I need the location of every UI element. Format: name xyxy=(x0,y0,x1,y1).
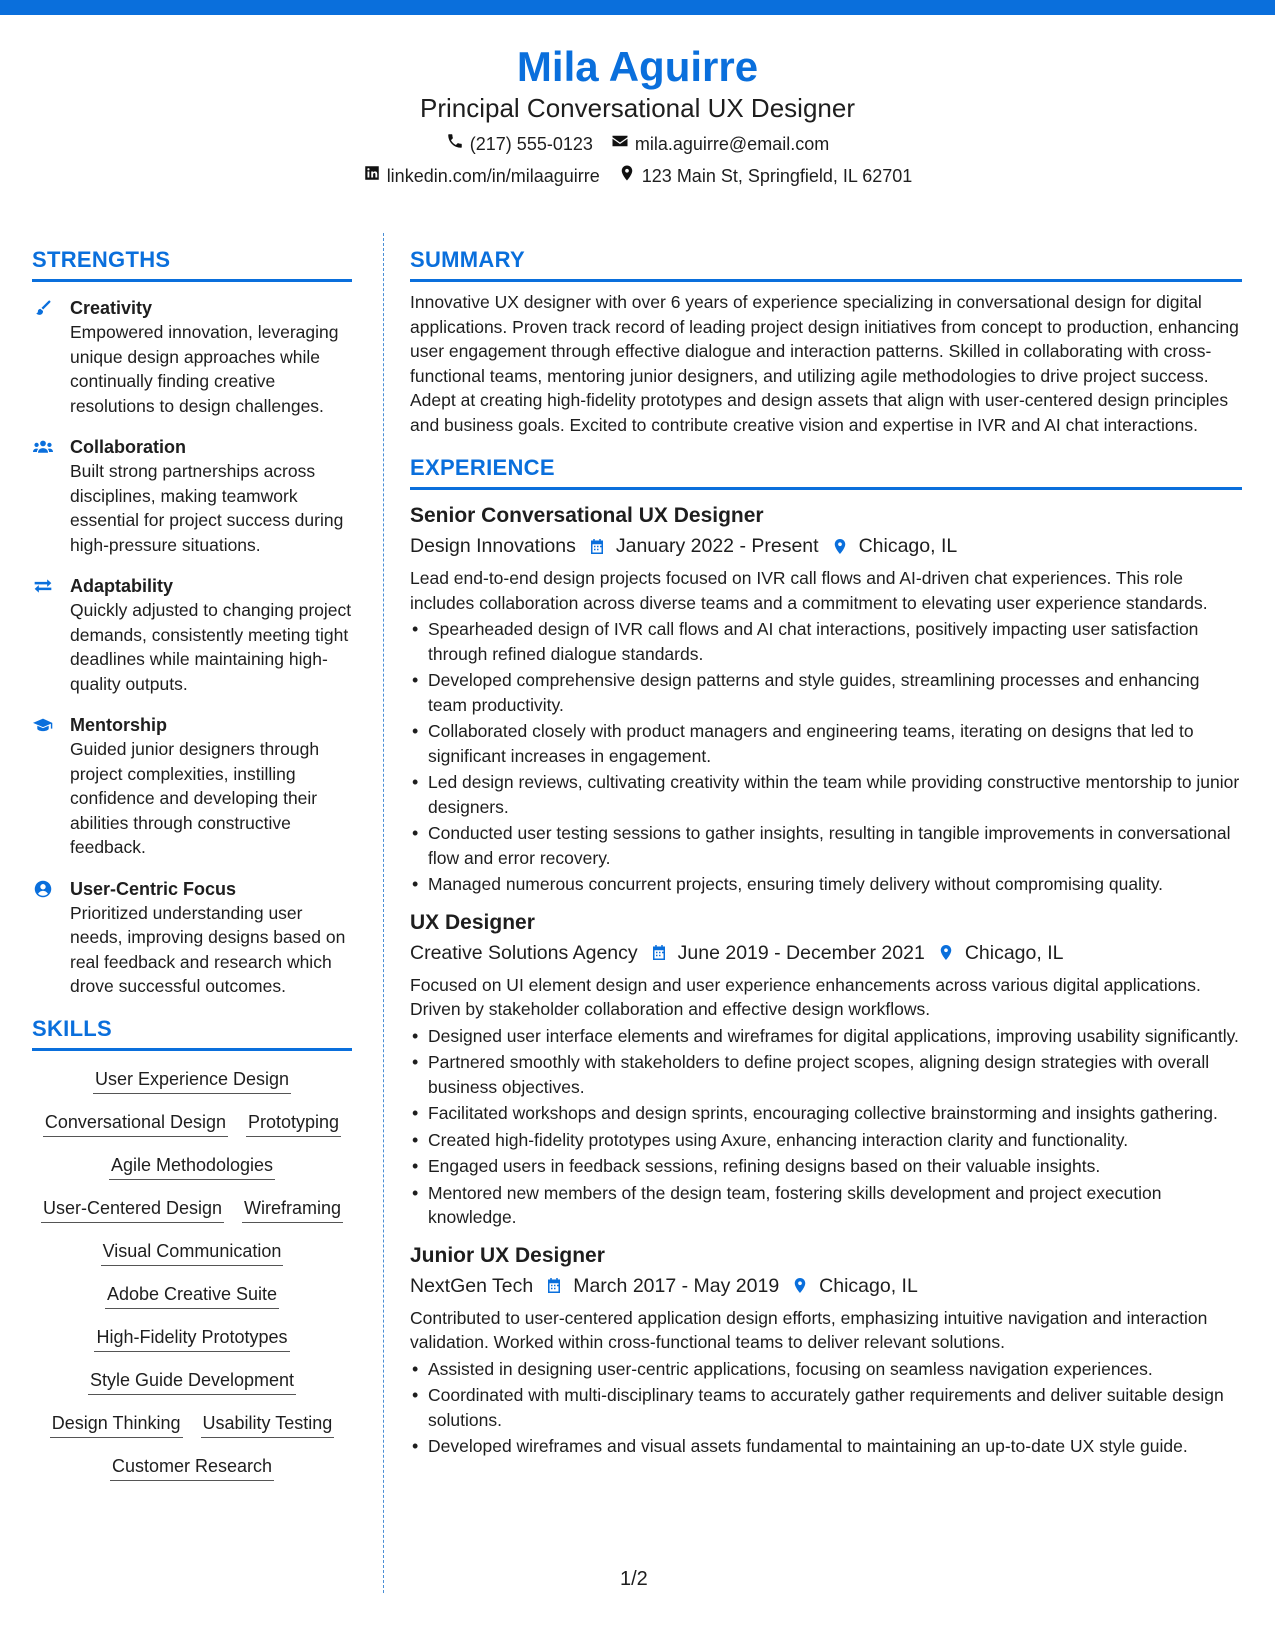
job-bullets xyxy=(410,617,1242,897)
bullet-item: • Conducted user testing sessions to gather insights, resulting in tangible improvements in conversational flow and error recovery. xyxy=(410,821,1242,870)
bullet-item: • Developed comprehensive design patterns and style guides, streamlining processes and enhancing team productivity. xyxy=(410,668,1242,717)
skill-row xyxy=(94,1325,289,1352)
job-company: Design Innovations xyxy=(410,535,576,557)
skill-tag: Visual Communication xyxy=(101,1239,284,1266)
top-accent-bar xyxy=(0,0,1275,15)
skill-tag: Design Thinking xyxy=(50,1411,183,1438)
job-entry xyxy=(410,1242,1242,1459)
job-description: Contributed to user-centered application design efforts, emphasizing intuitive navigation and interaction validation. Worked within cross-functional teams to deliver relevant solutions. xyxy=(410,1307,1208,1352)
job-company: Creative Solutions Agency xyxy=(410,941,638,964)
skill-row xyxy=(50,1411,334,1438)
strength-item xyxy=(32,296,352,418)
bullet-item: • Assisted in designing user-centric applications, focusing on seamless navigation experiences. xyxy=(410,1357,1242,1382)
bullet-item: • Facilitated workshops and design sprints, encouraging collective brainstorming and insights gathering. xyxy=(410,1101,1242,1126)
skill-tag: Adobe Creative Suite xyxy=(105,1282,279,1309)
bullet-item: • Created high-fidelity prototypes using Axure, enhancing interaction clarity and functionality. xyxy=(410,1128,1242,1153)
job-role: UX Designer xyxy=(410,910,535,934)
strength-item xyxy=(32,877,352,999)
strength-desc: Guided junior designers through project complexities, instilling confidence and developing their abilities through constructive feedback. xyxy=(70,739,320,857)
skill-tag: Wireframing xyxy=(242,1196,343,1223)
job-dates: March 2017 - May 2019 xyxy=(573,1274,780,1297)
bullet-item: • Designed user interface elements and wireframes for digital applications, improving usability significantly. xyxy=(410,1024,1242,1049)
strength-name: Collaboration xyxy=(70,437,186,457)
address-contact xyxy=(618,163,913,189)
left-column xyxy=(32,247,352,1481)
phone-icon xyxy=(446,131,464,157)
bullet-item: • Collaborated closely with product managers and engineering teams, iterating on designs that led to significant increases in engagement. xyxy=(410,719,1242,768)
job-role: Junior UX Designer xyxy=(410,1243,605,1267)
map-marker-icon xyxy=(937,943,955,962)
email-contact[interactable] xyxy=(611,131,829,157)
skill-tag: Prototyping xyxy=(246,1110,341,1137)
strength-name: Creativity xyxy=(70,298,153,318)
skill-row xyxy=(93,1067,291,1094)
skill-tag: Agile Methodologies xyxy=(109,1153,275,1180)
graduation-cap-icon xyxy=(32,713,54,860)
skill-row xyxy=(41,1196,343,1223)
skill-tag: Style Guide Development xyxy=(88,1368,296,1395)
paintbrush-icon xyxy=(32,296,54,418)
skill-tag: Usability Testing xyxy=(201,1411,335,1438)
map-marker-icon xyxy=(831,537,849,556)
summary-heading: SUMMARY xyxy=(410,247,1242,282)
strength-desc: Prioritized understanding user needs, improving designs based on real feedback and research which drove successful outcomes. xyxy=(70,902,346,996)
summary-text: Innovative UX designer with over 6 years of experience specializing in conversational design for digital applications. Proven track record of leading project design initiatives from concept to production, enhancing user engagement through effective dialogue and interaction patterns. Skilled in collaborating with cross-functional teams, mentoring junior designers, and utilizing agile methodologies to drive project success. Adept at creating high-fidelity prototypes and design assets that align with user-centered design principles and business goals. Excited to contribute creative vision and expertise in IVR and AI chat interactions. xyxy=(410,292,1239,435)
job-dates: January 2022 - Present xyxy=(615,535,819,557)
strength-item xyxy=(32,435,352,557)
strength-name: User-Centric Focus xyxy=(70,878,237,899)
calendar-icon xyxy=(545,1276,563,1295)
strength-desc: Quickly adjusted to changing project demands, consistently meeting tight deadlines while maintaining high-quality outputs. xyxy=(70,600,352,694)
user-circle-icon xyxy=(32,877,54,999)
skill-tag: User-Centered Design xyxy=(41,1196,224,1223)
page-number: 1/2 xyxy=(620,1568,648,1590)
job-dates: June 2019 - December 2021 xyxy=(677,941,925,964)
skill-tag: Conversational Design xyxy=(43,1110,228,1137)
skill-tag: Customer Research xyxy=(110,1454,274,1481)
strength-desc: Built strong partnerships across disciplines, making teamwork essential for project success during high-pressure situations. xyxy=(70,461,344,555)
experience-heading: EXPERIENCE xyxy=(410,455,1242,490)
phone-text: (217) 555-0123 xyxy=(469,133,593,154)
exchange-arrows-icon xyxy=(32,574,54,696)
job-description: Focused on UI element design and user experience enhancements across various digital applications. Driven by stakeholder collaboration and effective design workflows. xyxy=(410,974,1201,1019)
column-divider xyxy=(383,233,384,1593)
skill-row xyxy=(105,1282,279,1309)
resume-header xyxy=(0,42,1275,189)
skill-tag: High-Fidelity Prototypes xyxy=(94,1325,289,1352)
strength-item xyxy=(32,713,352,860)
bullet-item: • Partnered smoothly with stakeholders to define project scopes, aligning design strategies with overall business objectives. xyxy=(410,1050,1242,1099)
phone-contact xyxy=(446,131,593,157)
job-location: Chicago, IL xyxy=(964,941,1064,964)
strength-desc: Empowered innovation, leveraging unique design approaches while continually finding creative resolutions to design challenges. xyxy=(70,322,339,416)
skills-heading: SKILLS xyxy=(32,1016,352,1051)
strength-item xyxy=(32,574,352,696)
bullet-item: • Managed numerous concurrent projects, ensuring timely delivery without compromising quality. xyxy=(410,872,1242,897)
email-text[interactable]: mila.aguirre@email.com xyxy=(634,133,830,154)
skills-list xyxy=(32,1067,352,1481)
strengths-heading: STRENGTHS xyxy=(32,247,352,282)
address-text: 123 Main St, Springfield, IL 62701 xyxy=(641,165,913,186)
users-icon xyxy=(32,435,54,557)
strength-name: Adaptability xyxy=(70,576,174,596)
job-meta xyxy=(410,532,1242,560)
job-role: Senior Conversational UX Designer xyxy=(410,504,764,527)
strength-name: Mentorship xyxy=(70,715,167,735)
skill-row xyxy=(43,1110,341,1137)
calendar-icon xyxy=(588,537,606,556)
right-column xyxy=(410,247,1242,1461)
envelope-icon xyxy=(611,131,629,157)
job-description: Lead end-to-end design projects focused on IVR call flows and AI-driven chat experiences. This role includes collaboration across diverse teams and a commitment to elevating user experience standards. xyxy=(410,568,1208,613)
bullet-item: • Led design reviews, cultivating creativity within the team while providing constructive mentorship to junior designers. xyxy=(410,770,1242,819)
job-meta xyxy=(410,1272,1242,1300)
skill-tag: User Experience Design xyxy=(93,1067,291,1094)
job-location: Chicago, IL xyxy=(819,1274,918,1297)
bullet-item: • Developed wireframes and visual assets fundamental to maintaining an up-to-date UX style guide. xyxy=(410,1434,1242,1459)
linkedin-contact[interactable] xyxy=(363,163,600,189)
linkedin-text[interactable]: linkedin.com/in/milaaguirre xyxy=(386,165,600,186)
skill-row xyxy=(101,1239,284,1266)
candidate-name: Mila Aguirre xyxy=(516,43,759,90)
map-marker-icon xyxy=(791,1276,809,1295)
skill-row xyxy=(88,1368,296,1395)
calendar-icon xyxy=(650,943,668,962)
candidate-title: Principal Conversational UX Designer xyxy=(420,93,855,124)
job-bullets xyxy=(410,1357,1242,1459)
job-entry xyxy=(410,909,1242,1230)
bullet-item: • Engaged users in feedback sessions, refining designs based on their valuable insights. xyxy=(410,1154,1242,1179)
job-bullets xyxy=(410,1024,1242,1230)
job-entry xyxy=(410,502,1242,897)
job-meta xyxy=(410,939,1242,967)
strengths-list xyxy=(32,296,352,999)
contact-row-2 xyxy=(0,163,1275,189)
skill-row xyxy=(110,1454,274,1481)
bullet-item: • Mentored new members of the design team, fostering skills development and project execution knowledge. xyxy=(410,1181,1242,1230)
linkedin-icon xyxy=(363,163,381,189)
bullet-item: • Spearheaded design of IVR call flows and AI chat interactions, positively impacting user satisfaction through refined dialogue standards. xyxy=(410,617,1242,666)
contact-row-1 xyxy=(0,131,1275,157)
job-location: Chicago, IL xyxy=(858,535,958,557)
map-marker-icon xyxy=(618,163,636,189)
job-company: NextGen Tech xyxy=(410,1274,534,1297)
bullet-item: • Coordinated with multi-disciplinary teams to accurately gather requirements and deliver suitable design solutions. xyxy=(410,1383,1242,1432)
skill-row xyxy=(109,1153,275,1180)
